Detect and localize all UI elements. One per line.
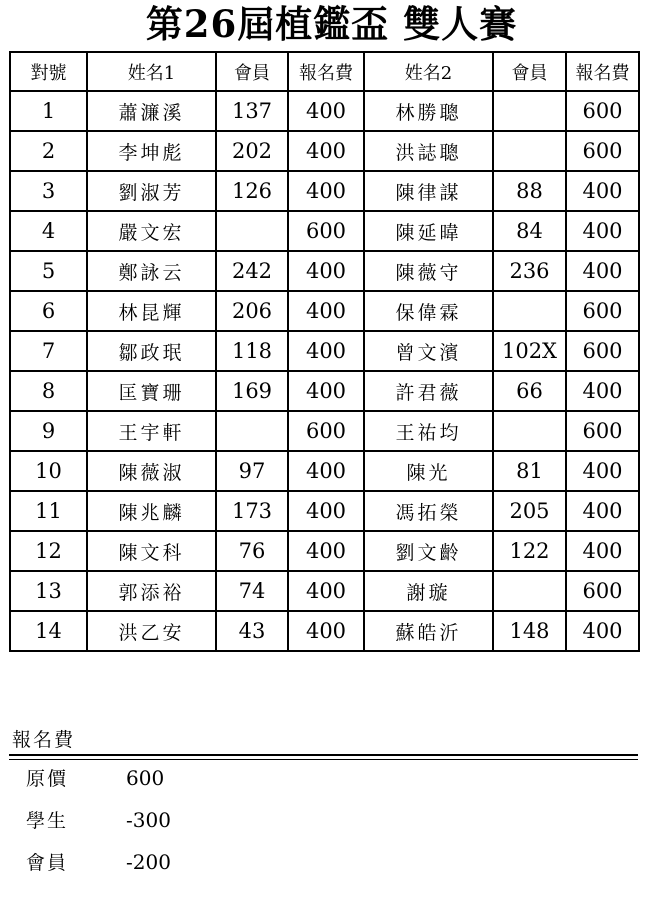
member-2-cell — [493, 411, 566, 451]
member-2-cell: 81 — [493, 451, 566, 491]
name-2-cell: 陳延暐 — [364, 211, 493, 251]
name-2-cell: 王祐均 — [364, 411, 493, 451]
name-1-cell: 洪乙安 — [87, 611, 216, 651]
member-1-cell: 242 — [216, 251, 288, 291]
fee-2-cell: 400 — [566, 251, 639, 291]
page-title: 第26屆植鑑盃 雙人賽 — [145, 2, 518, 46]
table-row — [10, 611, 639, 651]
member-1-cell: 97 — [216, 451, 288, 491]
member-2-cell — [493, 571, 566, 611]
table-body — [10, 91, 639, 651]
fee-1-cell: 400 — [288, 611, 364, 651]
name-1-cell: 陳兆麟 — [87, 491, 216, 531]
table-row — [10, 371, 639, 411]
member-2-cell — [493, 131, 566, 171]
member-1-cell: 118 — [216, 331, 288, 371]
pair-number-cell: 10 — [10, 451, 87, 491]
fee-1-cell: 400 — [288, 91, 364, 131]
entries-table — [9, 51, 640, 652]
table-row — [10, 251, 639, 291]
table-row — [10, 211, 639, 251]
fee-2-cell: 600 — [566, 331, 639, 371]
fee-item-original — [26, 764, 206, 792]
member-2-cell: 102X — [493, 331, 566, 371]
divider-thick — [9, 754, 638, 756]
member-2-cell: 122 — [493, 531, 566, 571]
header-name-1: 姓名1 — [87, 52, 216, 91]
pair-number-cell: 2 — [10, 131, 87, 171]
fee-2-cell: 400 — [566, 211, 639, 251]
table-row — [10, 451, 639, 491]
table-row — [10, 571, 639, 611]
pair-number-cell: 9 — [10, 411, 87, 451]
name-2-cell: 林勝聰 — [364, 91, 493, 131]
table-row — [10, 171, 639, 211]
pair-number-cell: 6 — [10, 291, 87, 331]
fee-heading: 報名費 — [12, 729, 76, 751]
header-name-2: 姓名2 — [364, 52, 493, 91]
fee-item-member — [26, 848, 206, 876]
fee-2-cell: 400 — [566, 451, 639, 491]
fee-1-cell: 400 — [288, 491, 364, 531]
table-row — [10, 291, 639, 331]
name-2-cell: 陳律謀 — [364, 171, 493, 211]
member-2-cell — [493, 291, 566, 331]
member-1-cell: 173 — [216, 491, 288, 531]
name-2-cell: 劉文齡 — [364, 531, 493, 571]
fee-1-cell: 400 — [288, 171, 364, 211]
member-1-cell: 202 — [216, 131, 288, 171]
name-2-cell: 保偉霖 — [364, 291, 493, 331]
member-1-cell: 74 — [216, 571, 288, 611]
fee-1-cell: 400 — [288, 571, 364, 611]
fee-label: 學生 — [26, 810, 69, 832]
member-2-cell: 84 — [493, 211, 566, 251]
name-1-cell: 鄒政珉 — [87, 331, 216, 371]
fee-2-cell: 600 — [566, 91, 639, 131]
fee-2-cell: 400 — [566, 371, 639, 411]
member-1-cell: 76 — [216, 531, 288, 571]
member-2-cell — [493, 91, 566, 131]
pair-number-cell: 1 — [10, 91, 87, 131]
member-2-cell: 236 — [493, 251, 566, 291]
fee-amount: 600 — [126, 766, 165, 790]
pair-number-cell: 3 — [10, 171, 87, 211]
name-2-cell: 陳光 — [364, 451, 493, 491]
fee-2-cell: 600 — [566, 291, 639, 331]
pair-number-cell: 7 — [10, 331, 87, 371]
name-1-cell: 劉淑芳 — [87, 171, 216, 211]
member-2-cell: 88 — [493, 171, 566, 211]
name-2-cell: 曾文濱 — [364, 331, 493, 371]
pair-number-cell: 11 — [10, 491, 87, 531]
pair-number-cell: 13 — [10, 571, 87, 611]
name-2-cell: 馮拓榮 — [364, 491, 493, 531]
member-1-cell: 43 — [216, 611, 288, 651]
name-1-cell: 嚴文宏 — [87, 211, 216, 251]
fee-1-cell: 400 — [288, 291, 364, 331]
pair-number-cell: 4 — [10, 211, 87, 251]
fee-1-cell: 400 — [288, 371, 364, 411]
table-row — [10, 331, 639, 371]
name-2-cell: 許君薇 — [364, 371, 493, 411]
name-1-cell: 鄭詠云 — [87, 251, 216, 291]
fee-1-cell: 400 — [288, 131, 364, 171]
table-header-row — [10, 52, 639, 91]
header-member-2: 會員 — [493, 52, 566, 91]
fee-amount: -200 — [126, 850, 171, 874]
name-2-cell: 陳薇守 — [364, 251, 493, 291]
name-1-cell: 匡寶珊 — [87, 371, 216, 411]
table-row — [10, 411, 639, 451]
table-row — [10, 531, 639, 571]
name-1-cell: 王宇軒 — [87, 411, 216, 451]
pair-number-cell: 5 — [10, 251, 87, 291]
fee-label: 會員 — [26, 852, 69, 874]
member-1-cell: 137 — [216, 91, 288, 131]
member-1-cell: 126 — [216, 171, 288, 211]
member-1-cell — [216, 211, 288, 251]
fee-label: 原價 — [26, 768, 69, 790]
fee-2-cell: 600 — [566, 571, 639, 611]
fee-1-cell: 400 — [288, 251, 364, 291]
header-fee-2: 報名費 — [566, 52, 639, 91]
fee-1-cell: 600 — [288, 211, 364, 251]
fee-amount: -300 — [126, 808, 171, 832]
fee-2-cell: 600 — [566, 411, 639, 451]
fee-2-cell: 600 — [566, 131, 639, 171]
member-1-cell: 169 — [216, 371, 288, 411]
header-pair-number: 對號 — [10, 52, 87, 91]
fee-1-cell: 400 — [288, 531, 364, 571]
divider-thin — [9, 759, 638, 760]
fee-1-cell: 600 — [288, 411, 364, 451]
fee-1-cell: 400 — [288, 331, 364, 371]
name-1-cell: 陳薇淑 — [87, 451, 216, 491]
table-row — [10, 491, 639, 531]
name-1-cell: 李坤彪 — [87, 131, 216, 171]
table-row — [10, 131, 639, 171]
name-1-cell: 陳文科 — [87, 531, 216, 571]
table-row — [10, 91, 639, 131]
pair-number-cell: 14 — [10, 611, 87, 651]
member-2-cell: 148 — [493, 611, 566, 651]
pair-number-cell: 8 — [10, 371, 87, 411]
name-1-cell: 蕭濂溪 — [87, 91, 216, 131]
member-1-cell — [216, 411, 288, 451]
fee-item-student — [26, 806, 206, 834]
name-2-cell: 謝璇 — [364, 571, 493, 611]
fee-2-cell: 400 — [566, 491, 639, 531]
name-2-cell: 洪誌聰 — [364, 131, 493, 171]
member-2-cell: 66 — [493, 371, 566, 411]
fee-2-cell: 400 — [566, 531, 639, 571]
header-member-1: 會員 — [216, 52, 288, 91]
fee-1-cell: 400 — [288, 451, 364, 491]
name-1-cell: 林昆輝 — [87, 291, 216, 331]
pair-number-cell: 12 — [10, 531, 87, 571]
fee-2-cell: 400 — [566, 171, 639, 211]
fee-2-cell: 400 — [566, 611, 639, 651]
name-2-cell: 蘇皓沂 — [364, 611, 493, 651]
name-1-cell: 郭添裕 — [87, 571, 216, 611]
header-fee-1: 報名費 — [288, 52, 364, 91]
member-1-cell: 206 — [216, 291, 288, 331]
member-2-cell: 205 — [493, 491, 566, 531]
